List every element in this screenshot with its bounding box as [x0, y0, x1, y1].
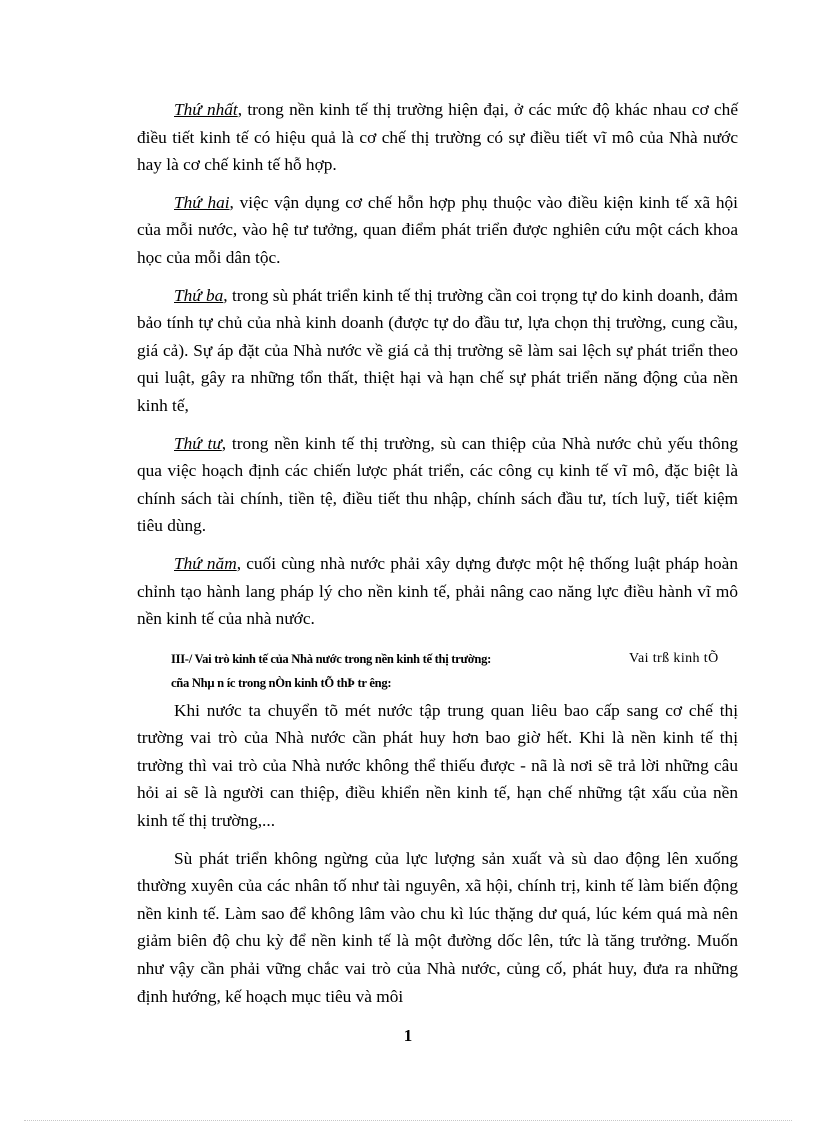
paragraph-lead: Thứ tư — [174, 433, 222, 453]
paragraph-text: , trong nền kinh tế thị trường hiện đại, ở các mức độ khác nhau cơ chế điều tiết kinh tế có hiệu quả là cơ chế thị trường có sự điều tiết vĩ mô của Nhà nước hay là cơ chế kinh tế hỗ hợp. — [137, 100, 738, 175]
paragraph-thu-tu — [137, 430, 738, 540]
page-number: 1 — [403, 1026, 413, 1045]
footer-divider — [24, 1120, 792, 1121]
paragraph-lead: Thứ nhất — [174, 100, 238, 119]
paragraph-thu-ba — [137, 282, 738, 420]
paragraph-text: , cuối cùng nhà nước phải xây dựng được một hệ thống luật pháp hoàn chỉnh tạo hành lang pháp lý cho nền kinh tế, phải nâng cao năng lực điều hành vĩ mô nền kinh tế của nhà nước. — [137, 553, 738, 629]
paragraph-lead: Thứ hai — [174, 192, 230, 212]
body-paragraph: Sù phát triển không ngừng của lực lượng sản xuất và sù dao động lên xuống thường xuyên của các nhân tố như tài nguyên, xã hội, chính trị, kinh tế làm biến động nền kinh tế. Làm sao để không lâm vào chu kì lúc thặng dư quá, lúc kém quá mà nên giảm biên độ chu kỳ để nền kinh tế là một đường dốc lên, tức là tăng trưởng. Muốn như vậy cần phải vững chắc vai trò của Nhà nước, củng cố, phát huy, đưa ra những định hướng, kế hoạch mục tiêu và môi — [137, 848, 738, 1006]
paragraph-lead: Thứ năm — [174, 553, 237, 573]
body-paragraph: Khi nước ta chuyển tõ mét nước tập trung quan liêu bao cấp sang cơ chế thị trường vai trò của Nhà nước cần phát huy hơn bao giờ hết. Khi là nền kinh tế thị trường thì vai trò của Nhà nước không thể thiếu được - nã là nơi sẽ trả lời những câu hỏi ai sẽ là người can thiệp, điều khiển nền kinh tế, hạn chế những tật xấu của nền kinh tế thị trường,... — [137, 700, 738, 831]
paragraph-lead: Thứ ba — [174, 285, 224, 305]
paragraph-thu-nam — [137, 550, 738, 633]
section-heading-garbled: Vai trß kinh tÕ — [629, 650, 719, 666]
paragraph-text: , trong sù phát triển kinh tế thị trường cần coi trọng tự do kinh doanh, đảm bảo tính tự chủ của nhà kinh doanh (được tự do đầu tư, lựa chọn thị trường, cung cầu, giá cả). Sự áp đặt của Nhà nước về giá cả thị trường sẽ làm sai lệch sự phát triển theo qui luật, gây ra những tổn thất, thiệt hại và hạn chế sự phát triển năng động của nền kinh tế, — [137, 285, 738, 415]
section-heading — [137, 647, 738, 695]
paragraph-text: , trong nền kinh tế thị trường, sù can thiệp của Nhà nước chủ yếu thông qua việc hoạch định các chiến lược phát triển, các công cụ kinh tế vĩ mô, đặc biệt là chính sách tài chính, tiền tệ, điều tiết thu nhập, chính sách đầu tư, tích luỹ, tiết kiệm tiêu dùng. — [137, 433, 738, 536]
paragraph-thu-hai — [137, 189, 738, 272]
document-page — [137, 96, 738, 1020]
paragraph-thu-nhat — [137, 96, 738, 179]
paragraph-text: , việc vận dụng cơ chế hỗn hợp phụ thuộc vào điều kiện kinh tế xã hội của mỗi nước, vào hệ tư tưởng, quan điểm phát triển được nghiên cứu một cách khoa học của mỗi dân tộc. — [137, 192, 738, 267]
section-heading-line2: cña Nhµ n íc trong nÒn kinh tÕ thÞ tr êng: — [171, 675, 392, 690]
section-heading-line1: III-/ Vai trò kinh tế của Nhà nước trong nền kinh tế thị trường: — [171, 651, 491, 666]
